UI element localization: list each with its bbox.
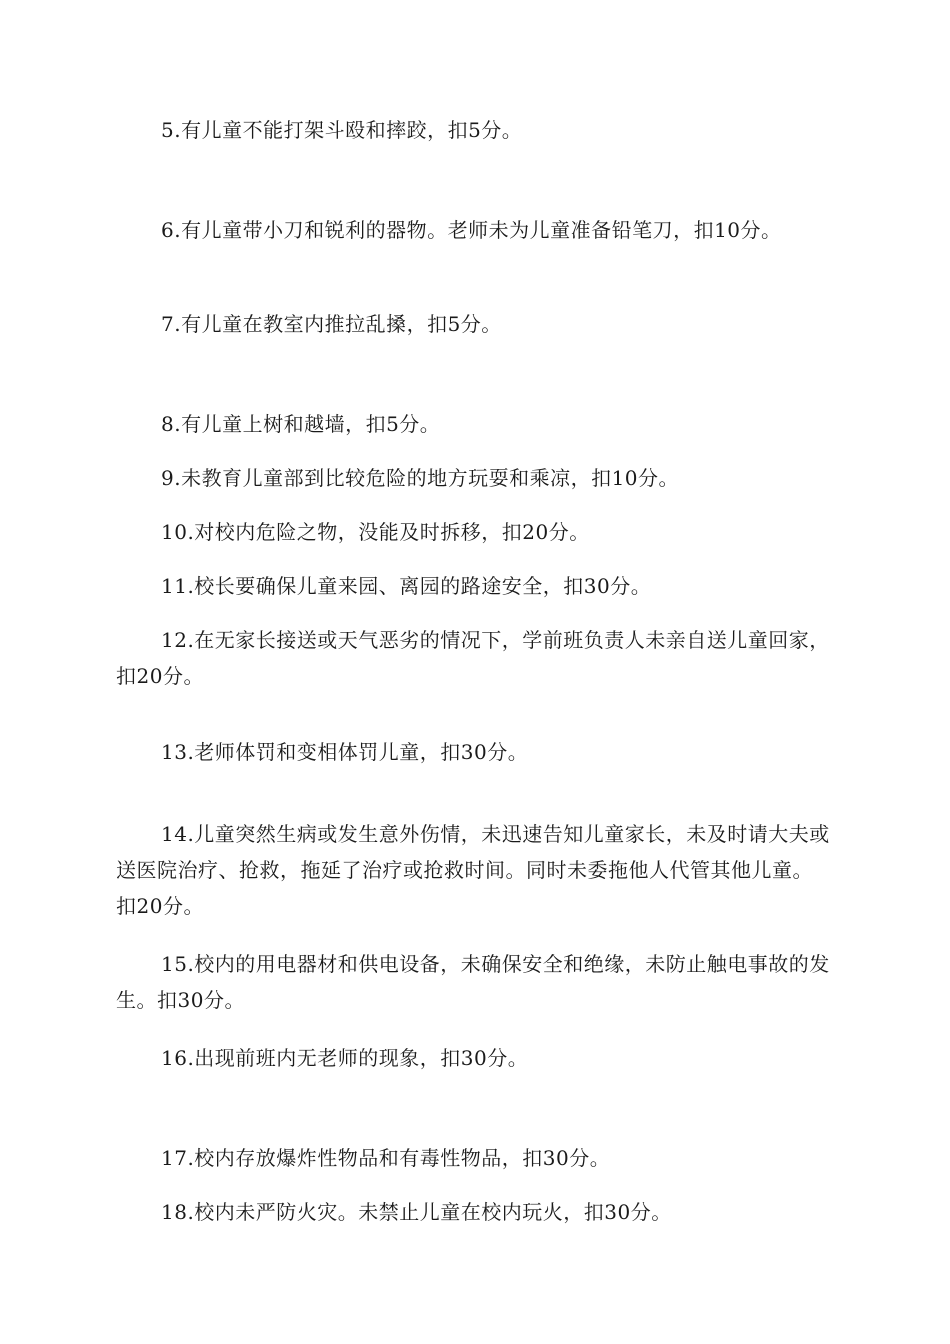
rule-item-8: 8.有儿童上树和越墙，扣5分。 [161,412,441,436]
rule-item-10: 10.对校内危险之物，没能及时拆移，扣20分。 [161,520,590,544]
rule-item-13: 13.老师体罚和变相体罚儿童，扣30分。 [161,740,529,764]
rule-item-14: 14.儿童突然生病或发生意外伤情，未迅速告知儿童家长，未及时请大夫或送医院治疗、抢救，拖延了治疗或抢救时间。同时未委拖他人代管其他儿童。扣20分。 [116,822,830,918]
rule-item-16: 16.出现前班内无老师的现象，扣30分。 [161,1046,529,1070]
rule-item-11: 11.校长要确保儿童来园、离园的路途安全，扣30分。 [161,574,652,598]
rule-item-17: 17.校内存放爆炸性物品和有毒性物品，扣30分。 [161,1146,611,1170]
rule-item-6: 6.有儿童带小刀和锐利的器物。老师未为儿童准备铅笔刀，扣10分。 [161,218,782,242]
rule-item-12: 12.在无家长接送或天气恶劣的情况下，学前班负责人未亲自送儿童回家，扣20分。 [116,628,830,688]
rule-item-18: 18.校内未严防火灾。未禁止儿童在校内玩火，扣30分。 [161,1200,672,1224]
rule-item-15: 15.校内的用电器材和供电设备，未确保安全和绝缘，未防止触电事故的发生。扣30分。 [116,952,830,1012]
rule-item-5: 5.有儿童不能打架斗殴和摔跤，扣5分。 [161,118,523,142]
rule-item-7: 7.有儿童在教室内推拉乱搡，扣5分。 [161,312,502,336]
rule-item-9: 9.未教育儿童部到比较危险的地方玩耍和乘凉，扣10分。 [161,466,680,490]
